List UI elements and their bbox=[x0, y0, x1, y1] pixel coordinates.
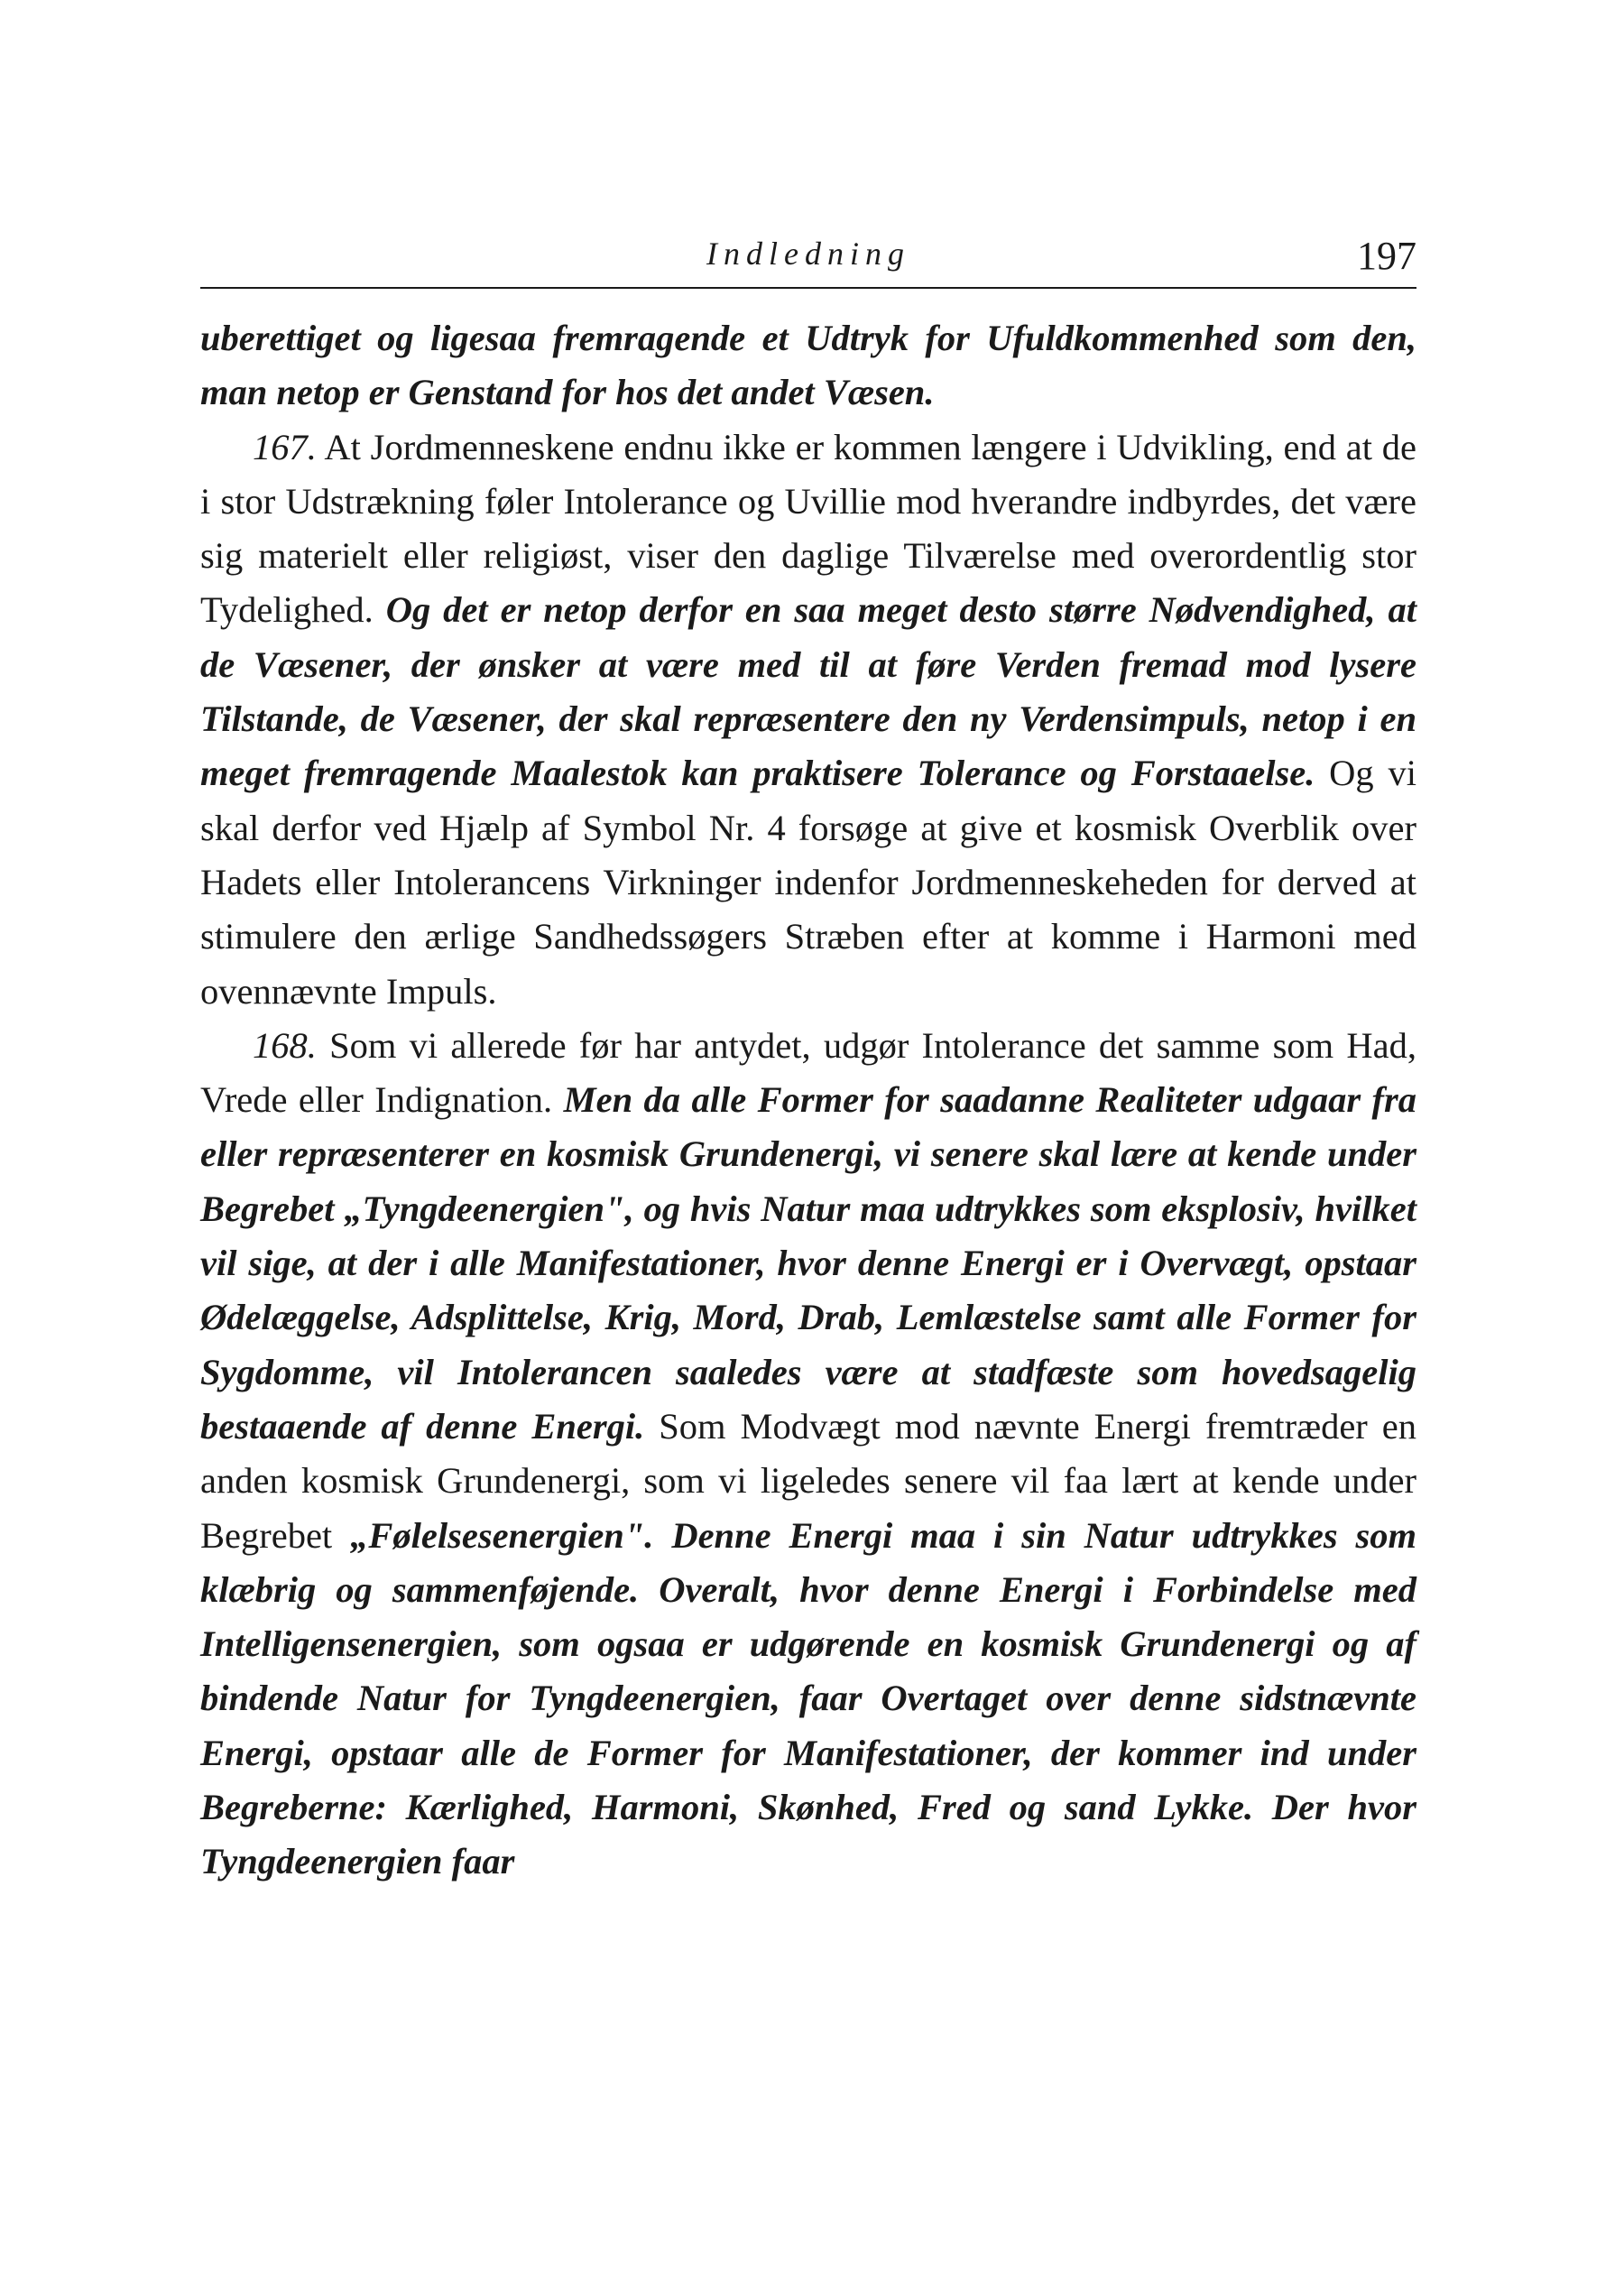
text-segment: Som vi allerede før har antydet, udgør Intolerance det samme som Had, Vrede eller Indignation. bbox=[200, 1024, 1416, 1121]
section-number: 168. bbox=[253, 1024, 317, 1066]
text-segment: At Jordmenneskene endnu ikke er kommen længere i Udvikling, end at de i stor Udstrækning føler Intolerance og Uvillie mod hverandre indbyrdes, det være sig materielt eller religiøst, viser den daglige Tilværelse med overordentlig stor Tydelighed. bbox=[200, 426, 1416, 631]
body-text bbox=[200, 311, 1416, 1890]
paragraph-continuation bbox=[200, 311, 1416, 421]
text-segment-italic: „Følelsesenergien". Denne Energi maa i sin Natur udtrykkes som klæbrig og sammenføjende. Overalt, hvor denne Energi i Forbindelse med Intelligensenergien, som ogsaa er udgørende en kosmisk Grundenergi og af bindende Natur for Tyngdeenergien, faar Overtaget over denne sidstnævnte Energi, opstaar alle de Former for Manifestationer, der kommer ind under Begreberne: Kærlighed, Harmoni, Skønhed, Fred og sand Lykke. Der hvor Tyngdeenergien faar bbox=[200, 1514, 1416, 1882]
paragraph-167 bbox=[200, 421, 1416, 1019]
running-title: Indledning bbox=[706, 236, 910, 272]
text-segment-italic: Og det er netop derfor en saa meget desto større Nødvendighed, at de Væsener, der ønsker at være med til at føre Verden fremad mod lysere Tilstande, de Væsener, der skal repræsentere den ny Verdensimpuls, netop i en meget fremragende Maalestok kan praktisere Tolerance og Forstaaelse. bbox=[200, 589, 1416, 794]
text-segment: Som Modvægt mod nævnte Energi fremtræder en anden kosmisk Grundenergi, som vi ligeledes senere vil faa lært at kende under Begrebet bbox=[200, 1405, 1416, 1556]
text-segment: Og vi skal derfor ved Hjælp af Symbol Nr. 4 forsøge at give et kosmisk Overblik over Hadets eller Intolerancens Virkninger indenfor Jordmenneskeheden for derved at stimulere den ærlige Sandhedssøgers Stræben efter at komme i Harmoni med ovennævnte Impuls. bbox=[200, 753, 1416, 1012]
text-segment-italic: uberettiget og ligesaa fremragende et Udtryk for Ufuldkommenhed som den, man netop er Genstand for hos det andet Væsen. bbox=[200, 318, 1416, 413]
page-header bbox=[200, 226, 1416, 289]
section-number: 167. bbox=[253, 426, 317, 467]
text-segment-italic: Men da alle Former for saadanne Realiteter udgaar fra eller repræsenterer en kosmisk Grundenergi, vi senere skal lære at kende under Begrebet „Tyngdeenergien", og hvis Natur maa udtrykkes som eksplosiv, hvilket vil sige, at der i alle Manifestationer, hvor denne Energi er i Overvægt, opstaar Ødelæggelse, Adsplittelse, Krig, Mord, Drab, Lemlæstelse samt alle Former for Sygdomme, vil Intolerancen saaledes være at stadfæste som hovedsagelig bestaaende af denne Energi. bbox=[200, 1079, 1417, 1447]
page-number: 197 bbox=[1357, 234, 1416, 278]
paragraph-168 bbox=[200, 1019, 1416, 1890]
